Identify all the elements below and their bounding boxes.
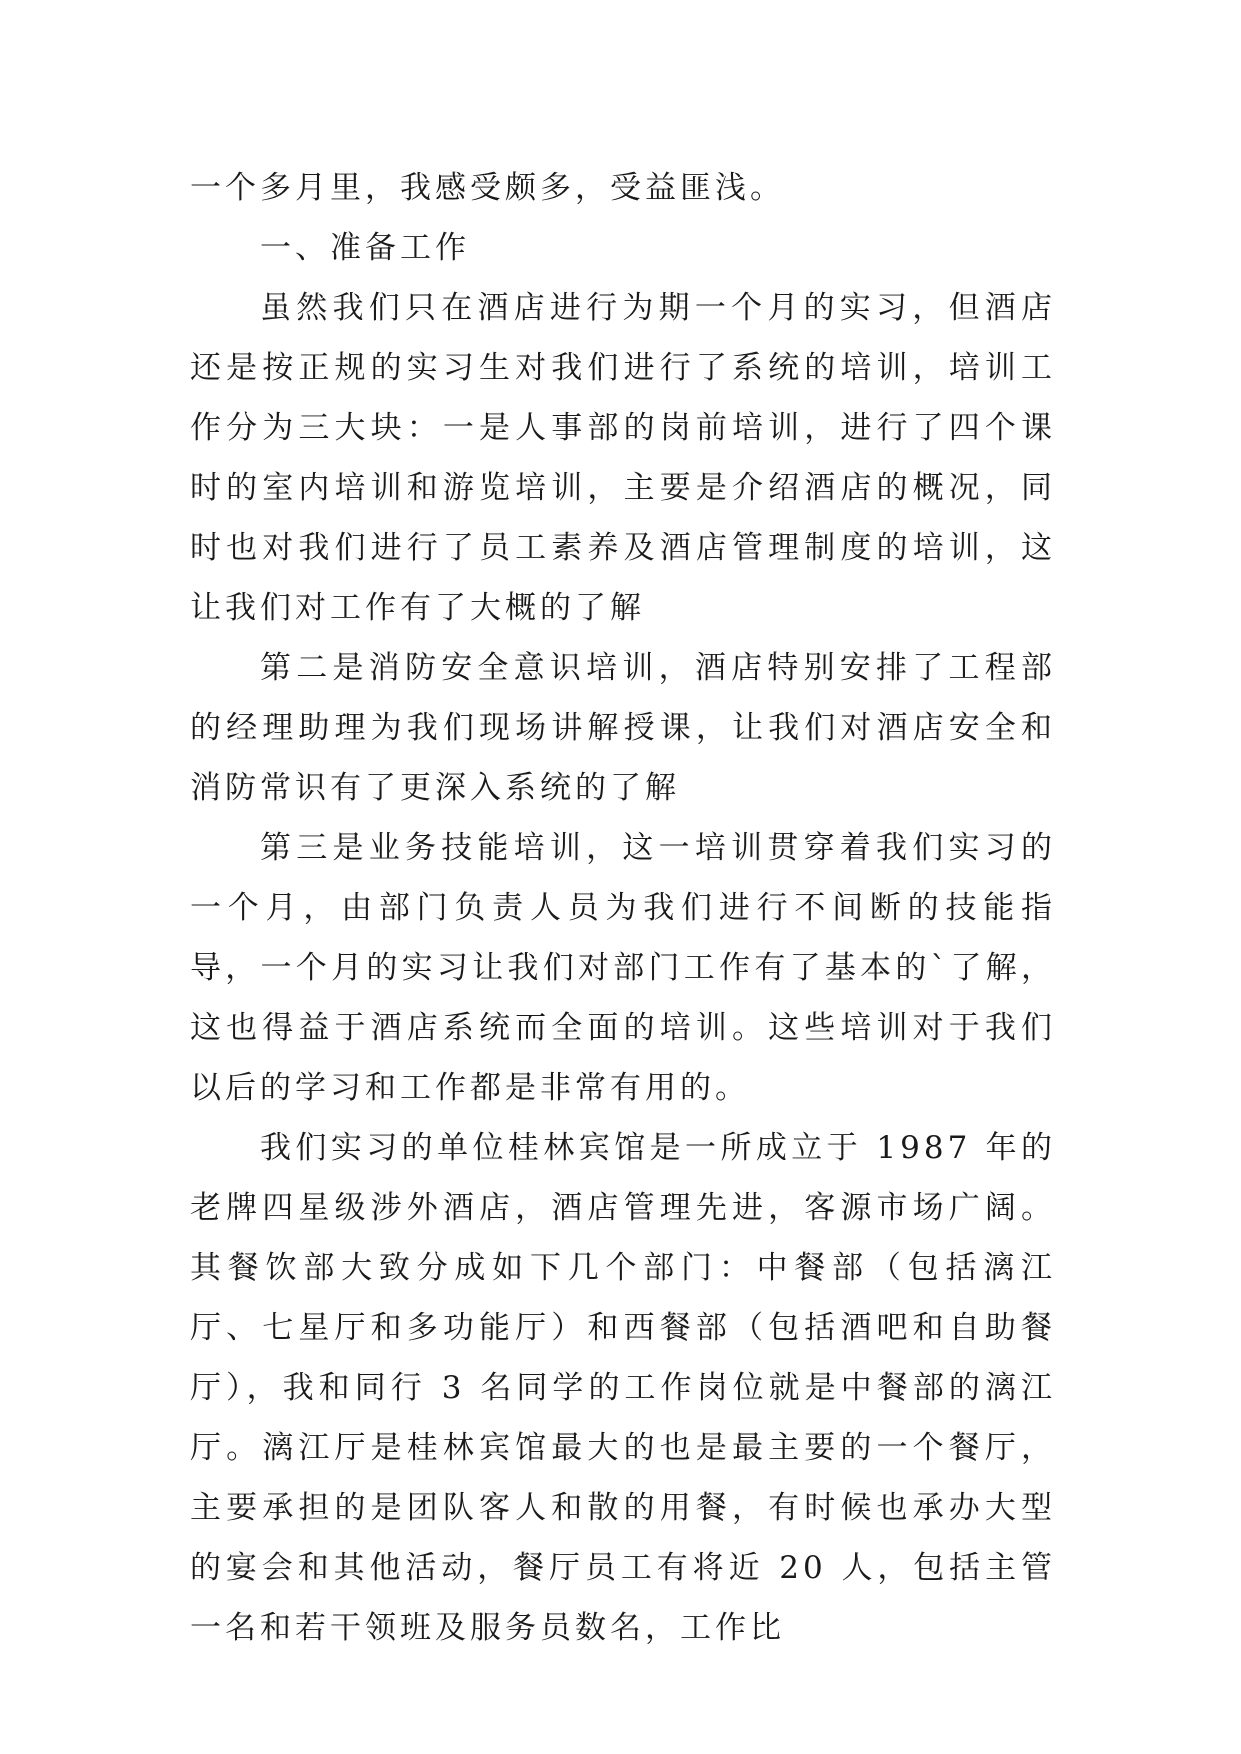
paragraph-fire-safety-training: 第二是消防安全意识培训，酒店特别安排了工程部的经理助理为我们现场讲解授课，让我们对酒店安全和消防常识有了更深入系统的了解 — [190, 650, 1056, 806]
document-body — [190, 158, 1056, 1658]
paragraph-training-overview: 虽然我们只在酒店进行为期一个月的实习，但酒店还是按正规的实习生对我们进行了系统的培训，培训工作分为三大块：一是人事部的岗前培训，进行了四个课时的室内培训和游览培训，主要是介绍酒店的概况，同时也对我们进行了员工素养及酒店管理制度的培训，这让我们对工作有了大概的了解 — [190, 290, 1056, 626]
paragraph-skills-training: 第三是业务技能培训，这一培训贯穿着我们实习的一个月，由部门负责人员为我们进行不间断的技能指导，一个月的实习让我们对部门工作有了基本的`了解，这也得益于酒店系统而全面的培训。这些培训对于我们以后的学习和工作都是非常有用的。 — [190, 830, 1056, 1106]
paragraph-hotel-description: 我们实习的单位桂林宾馆是一所成立于 1987 年的老牌四星级涉外酒店，酒店管理先进，客源市场广阔。其餐饮部大致分成如下几个部门：中餐部（包括漓江厅、七星厅和多功能厅）和西餐部（包括酒吧和自助餐厅），我和同行 3 名同学的工作岗位就是中餐部的漓江厅。漓江厅是桂林宾馆最大的也是最主要的一个餐厅，主要承担的是团队客人和散的用餐，有时候也承办大型的宴会和其他活动，餐厅员工有将近 20 人，包括主管一名和若干领班及服务员数名，工作比 — [190, 1130, 1056, 1646]
paragraph-intro-closing: 一个多月里，我感受颇多，受益匪浅。 — [190, 170, 785, 206]
section-heading-preparation: 一、准备工作 — [260, 230, 470, 266]
